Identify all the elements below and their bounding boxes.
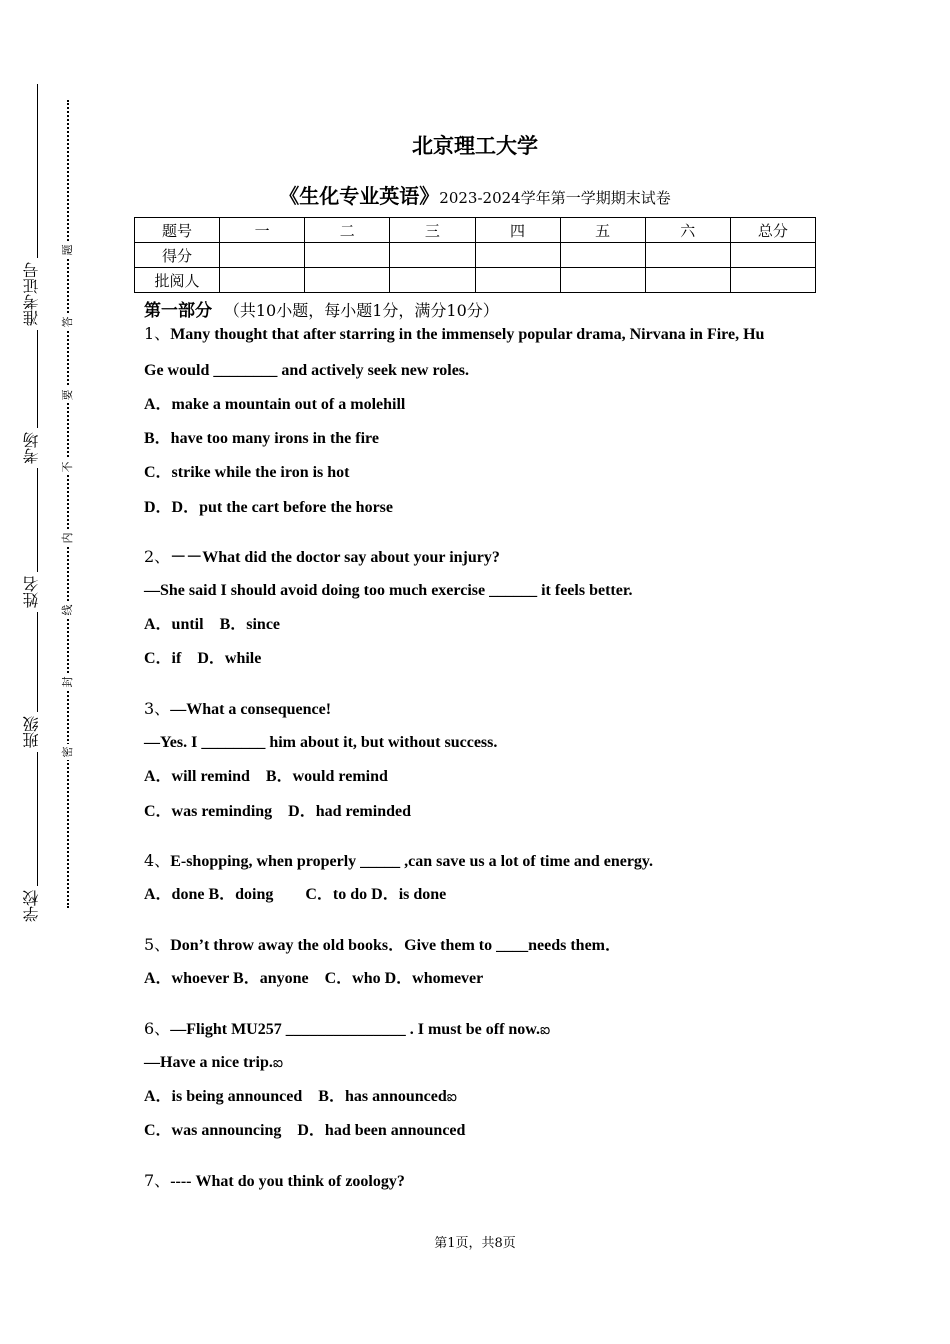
question-number: 7、 [144,1171,171,1190]
question-1-option-a: A．make a mountain out of a molehill [144,396,406,413]
question-text: Don’t throw away the old books．Give them to ____needs them． [170,937,622,954]
question-number: 1、 [144,324,171,343]
seal-char: 线 [61,602,75,618]
question-3-options-ab: A．will remind B．would remind [144,768,388,785]
name-label: 姓名 [20,572,50,612]
grader-cell [645,268,730,293]
score-table-header-row [135,218,816,243]
seal-char: 要 [61,387,75,403]
question-text: A．is being announced B．has announced [144,1088,447,1105]
question-text: —What a consequence! [170,701,332,718]
question-number: 5、 [144,935,171,954]
exam-room-label: 考场 [20,428,50,468]
score-table-cell: 题号 [135,218,220,243]
score-table-cell: 得分 [135,243,220,268]
question-6-options-cd: C．was announcing D．had been announced [144,1122,466,1139]
score-input-cell [220,243,305,268]
question-3-options-cd: C．was reminding D．had reminded [144,803,412,820]
score-table-cell: 五 [560,218,645,243]
school-label: 学校 [20,886,50,926]
course-name: 《生化专业英语》 [279,184,440,208]
score-table-row [135,268,816,293]
exam-term: 2023-2024学年第一学期期末试卷 [439,189,671,207]
section-title [144,296,499,321]
question-2-options-cd: C．if D．while [144,650,262,667]
grader-cell [730,268,815,293]
university-title: 北京理工大学 [412,134,538,158]
score-input-cell [475,243,560,268]
section-name: 第一部分 [144,301,212,321]
question-6-options-ab [144,1087,457,1108]
question-1-option-c: C．strike while the iron is hot [144,464,350,481]
score-table-cell: 总分 [730,218,815,243]
seal-char: 封 [61,674,75,690]
question-1-option-d: D．D．put the cart before the horse [144,499,393,516]
grader-cell [475,268,560,293]
question-number: 3、 [144,699,171,718]
question-number: 2、 [144,547,171,566]
question-text: ---- What do you think of zoology? [170,1173,405,1190]
question-1-stem [144,324,764,345]
score-table-cell: 二 [305,218,390,243]
question-2-reply: —She said I should avoid doing too much exercise ______ it feels better. [144,582,633,599]
seal-char: 不 [61,459,75,475]
question-text: Many thought that after starring in the immensely popular drama, Nirvana in Fire, Hu [170,326,765,343]
question-text: E-shopping, when properly _____ ,can save us a lot of time and energy. [170,853,654,870]
question-4-options: A．done B．doing C．to do D．is done [144,886,447,903]
question-1-stem-cont: Ge would ________ and actively seek new roles. [144,362,470,379]
seal-char: 答 [61,314,75,330]
question-1-option-b: B．have too many irons in the fire [144,430,379,447]
question-text: －－What did the doctor say about your injury? [170,549,500,566]
binding-solid-line [37,84,38,924]
binding-dotted-line [67,100,69,908]
seal-char: 题 [61,242,75,258]
page-footer: 第1页，共8页 [434,1236,516,1251]
question-text: —Flight MU257 _______________ . I must be off now. [170,1021,540,1038]
seal-char: 内 [61,530,75,546]
score-table-cell: 批阅人 [135,268,220,293]
question-3-reply: —Yes. I ________ him about it, but without success. [144,734,498,751]
grader-cell [560,268,645,293]
question-5-stem [144,935,621,956]
grader-cell [305,268,390,293]
line-break-mark-icon: ఐ [539,1023,551,1038]
score-input-cell [645,243,730,268]
question-6-reply [144,1053,283,1074]
score-input-cell [305,243,390,268]
question-6-stem [144,1019,550,1041]
class-label: 班级 [20,712,50,752]
question-3-stem [144,699,331,720]
seal-char: 密 [61,744,75,760]
question-2-stem [144,547,500,568]
score-table-cell: 六 [645,218,730,243]
section-detail: （共10小题，每小题1分，满分10分） [223,301,499,320]
score-input-cell [560,243,645,268]
grader-cell [390,268,475,293]
score-table-row [135,243,816,268]
line-break-mark-icon: ఐ [272,1056,284,1071]
score-input-cell [390,243,475,268]
question-4-stem [144,851,653,872]
question-number: 4、 [144,851,171,870]
score-input-cell [730,243,815,268]
score-table-cell: 三 [390,218,475,243]
line-break-mark-icon: ఐ [446,1090,457,1105]
score-table-cell: 四 [475,218,560,243]
question-5-options: A．whoever B．anyone C．who D．whomever [144,970,484,987]
question-2-options-ab: A．until B．since [144,616,281,633]
score-table [134,217,816,293]
grader-cell [220,268,305,293]
question-7-stem [144,1171,405,1192]
score-table-cell: 一 [220,218,305,243]
exam-id-label: 准考证号 [20,258,50,330]
question-number: 6、 [144,1019,171,1038]
question-text: —Have a nice trip. [144,1054,273,1071]
exam-title [0,180,950,209]
